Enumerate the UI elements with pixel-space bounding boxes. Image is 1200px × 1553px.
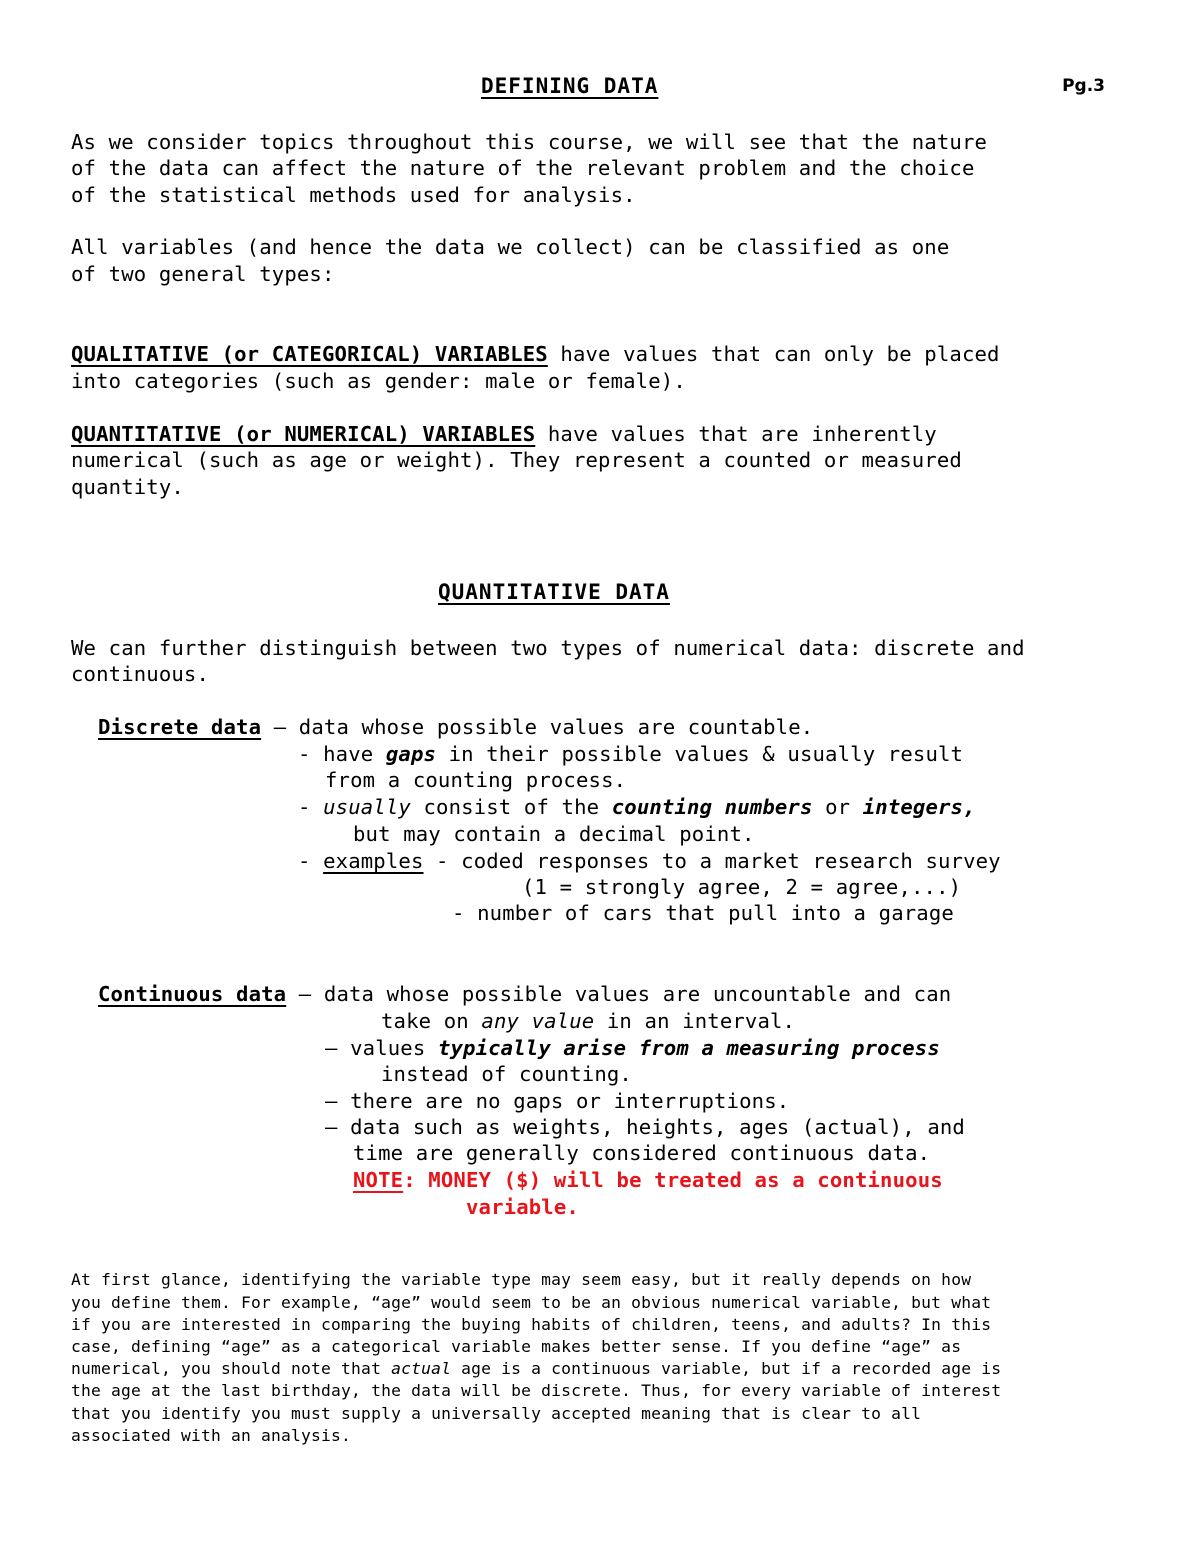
quantitative-line: numerical (such as age or weight). They represent a counted or measured bbox=[71, 448, 962, 472]
closing-line: if you are interested in comparing the buying habits of children, teens, and adults? In this bbox=[71, 1315, 992, 1334]
continuous-def-cont: take on any value in an interval. bbox=[381, 1009, 796, 1033]
closing-line: the age at the last birthday, the data will be discrete. Thus, for every variable of interest bbox=[71, 1381, 1002, 1400]
discrete-example: - number of cars that pull into a garage bbox=[452, 901, 954, 925]
section-intro-line: We can further distinguish between two types of numerical data: discrete and bbox=[71, 636, 1025, 660]
continuous-term: Continuous data bbox=[98, 982, 287, 1006]
note-label: NOTE bbox=[353, 1168, 404, 1192]
intro-line: of the data can affect the nature of the relevant problem and the choice bbox=[71, 156, 975, 180]
continuous-definition: Continuous data – data whose possible values are uncountable and can bbox=[98, 982, 952, 1006]
continuous-bullet: – data such as weights, heights, ages (actual), and bbox=[325, 1115, 965, 1139]
qualitative-definition: QUALITATIVE (or CATEGORICAL) VARIABLES have values that can only be placed bbox=[71, 342, 1000, 366]
quantitative-term: QUANTITATIVE (or NUMERICAL) VARIABLES bbox=[71, 422, 536, 446]
discrete-bullet-cont: but may contain a decimal point. bbox=[353, 822, 755, 846]
quantitative-line: quantity. bbox=[71, 475, 184, 499]
continuous-bullet-cont: time are generally considered continuous data. bbox=[353, 1141, 931, 1165]
types-line: All variables (and hence the data we collect) can be classified as one bbox=[71, 235, 950, 259]
money-note-cont: variable. bbox=[466, 1195, 579, 1219]
continuous-bullet: – there are no gaps or interruptions. bbox=[325, 1089, 790, 1113]
qualitative-line: into categories (such as gender: male or female). bbox=[71, 369, 686, 393]
intro-line: As we consider topics throughout this course, we will see that the nature bbox=[71, 130, 988, 154]
page-title: DEFINING DATA bbox=[481, 74, 659, 98]
continuous-bullet: – values typically arise from a measuring process bbox=[325, 1036, 940, 1060]
discrete-bullet-cont: from a counting process. bbox=[325, 768, 627, 792]
closing-line: case, defining “age” as a categorical variable makes better sense. If you define “age” as bbox=[71, 1337, 962, 1356]
closing-line: At first glance, identifying the variable type may seem easy, but it really depends on how bbox=[71, 1270, 972, 1289]
closing-line: numerical, you should note that actual age is a continuous variable, but if a recorded age is bbox=[71, 1359, 1002, 1378]
types-line: of two general types: bbox=[71, 262, 335, 286]
discrete-definition: Discrete data – data whose possible values are countable. bbox=[98, 715, 814, 739]
discrete-bullet: - examples - coded responses to a market research survey bbox=[298, 849, 1001, 873]
section-intro-line: continuous. bbox=[71, 662, 210, 686]
quantitative-definition: QUANTITATIVE (or NUMERICAL) VARIABLES have values that are inherently bbox=[71, 422, 937, 446]
discrete-bullet: - have gaps in their possible values & usually result bbox=[298, 742, 964, 766]
closing-line: that you identify you must supply a universally accepted meaning that is clear to all bbox=[71, 1404, 922, 1423]
continuous-bullet-cont: instead of counting. bbox=[381, 1062, 632, 1086]
discrete-bullet: - usually consist of the counting numbers or integers, bbox=[298, 795, 976, 819]
examples-label: examples bbox=[323, 849, 424, 873]
money-note: NOTE: MONEY ($) will be treated as a continuous bbox=[353, 1168, 943, 1192]
page-number: Pg.3 bbox=[1062, 76, 1105, 96]
section-title: QUANTITATIVE DATA bbox=[438, 580, 670, 604]
closing-line: associated with an analysis. bbox=[71, 1426, 352, 1445]
discrete-term: Discrete data bbox=[98, 715, 262, 739]
discrete-example-cont: (1 = strongly agree, 2 = agree,...) bbox=[522, 875, 962, 899]
closing-line: you define them. For example, “age” would seem to be an obvious numerical variable, but what bbox=[71, 1293, 992, 1312]
intro-line: of the statistical methods used for analysis. bbox=[71, 183, 636, 207]
qualitative-term: QUALITATIVE (or CATEGORICAL) VARIABLES bbox=[71, 342, 548, 366]
